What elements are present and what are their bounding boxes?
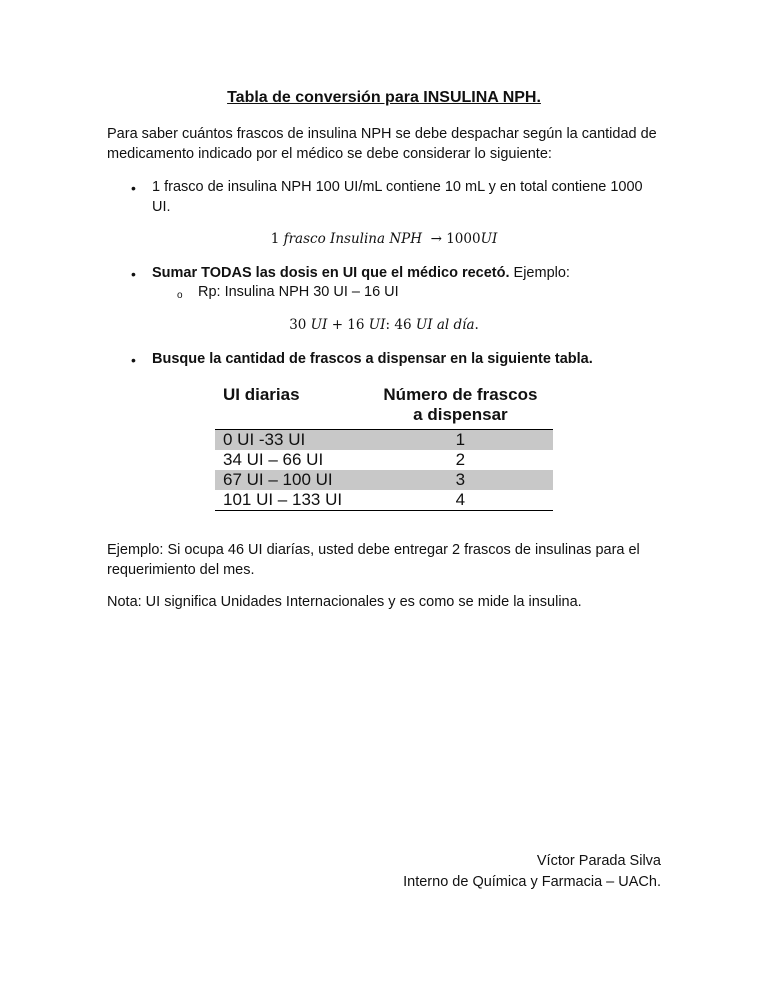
signature-role: Interno de Química y Farmacia – UACh. (403, 874, 661, 890)
sub-bullet-text: Rp: Insulina NPH 30 UI – 16 UI (198, 284, 399, 300)
bullet-1-text: 1 frasco de insulina NPH 100 UI/mL contiene 10 mL y en total contiene 1000 UI. (152, 179, 643, 215)
formula2-end: . (474, 317, 479, 333)
bullet-2-bold: Sumar TODAS las dosis en UI que el médico recetó. (152, 265, 510, 281)
table-row (215, 470, 553, 490)
sub-bullet-marker: o (177, 290, 183, 301)
bullet-2-suffix: Ejemplo: (509, 265, 570, 281)
cell-frascos: 3 (368, 470, 553, 490)
cell-frascos: 4 (368, 490, 553, 511)
cell-range: 0 UI -33 UI (215, 430, 368, 451)
cell-range: 67 UI – 100 UI (215, 470, 368, 490)
table-row (215, 450, 553, 470)
cell-frascos: 2 (455, 450, 466, 469)
bullet-2-text (152, 263, 662, 283)
header-numero-frascos-line2: a dispensar (413, 405, 508, 424)
header-ui-diarias: UI diarias (215, 383, 368, 430)
formula2-c: 46 (394, 317, 412, 333)
table-header-row (215, 383, 553, 430)
bullet-3-marker: • (131, 352, 136, 368)
table-row (215, 430, 553, 451)
document-title: Tabla de conversión para INSULINA NPH. (227, 89, 541, 106)
formula2-a: 30 (289, 317, 307, 333)
intro-paragraph: Para saber cuántos frascos de insulina NPH se debe despachar según la cantidad de medicamento indicado por el médico se debe considerar lo siguiente: (107, 126, 657, 162)
formula2-a-unit: UI (310, 317, 328, 333)
header-numero-frascos (368, 383, 553, 430)
signature-name: Víctor Parada Silva (536, 853, 661, 869)
formula-dose-sum (0, 317, 768, 333)
bullet-1-marker: • (131, 180, 136, 196)
formula2-plus: + (331, 317, 343, 333)
bullet-3-bold: Busque la cantidad de frascos a dispensar en la siguiente tabla. (152, 351, 593, 367)
table-row (215, 490, 553, 511)
cell-range: 101 UI – 133 UI (215, 490, 368, 511)
bullet-2-marker: • (131, 266, 136, 282)
cell-range: 34 UI – 66 UI (223, 450, 324, 469)
formula2-c-unit: UI al día (415, 317, 475, 333)
example-paragraph: Ejemplo: Si ocupa 46 UI diarías, usted debe entregar 2 frascos de insulinas para el requerimiento del mes. (107, 542, 640, 578)
formula2-b-unit: UI (368, 317, 386, 333)
conversion-table (215, 383, 553, 511)
formula1-left-num: 1 (270, 231, 280, 247)
header-numero-frascos-line1: Número de frascos (383, 385, 538, 404)
cell-frascos: 1 (368, 430, 553, 451)
formula2-b: 16 (347, 317, 365, 333)
note-paragraph: Nota: UI significa Unidades Internacionales y es como se mide la insulina. (107, 594, 582, 610)
formula-frasco-ui (0, 231, 768, 247)
formula1-right-num: 1000 (446, 231, 481, 247)
formula2-colon: : (385, 317, 391, 333)
formula1-left-text: frasco Insulina NPH (283, 231, 422, 247)
formula1-arrow: → (430, 231, 442, 247)
formula1-right-unit: UI (480, 231, 498, 247)
bullet-3-text (152, 349, 662, 369)
